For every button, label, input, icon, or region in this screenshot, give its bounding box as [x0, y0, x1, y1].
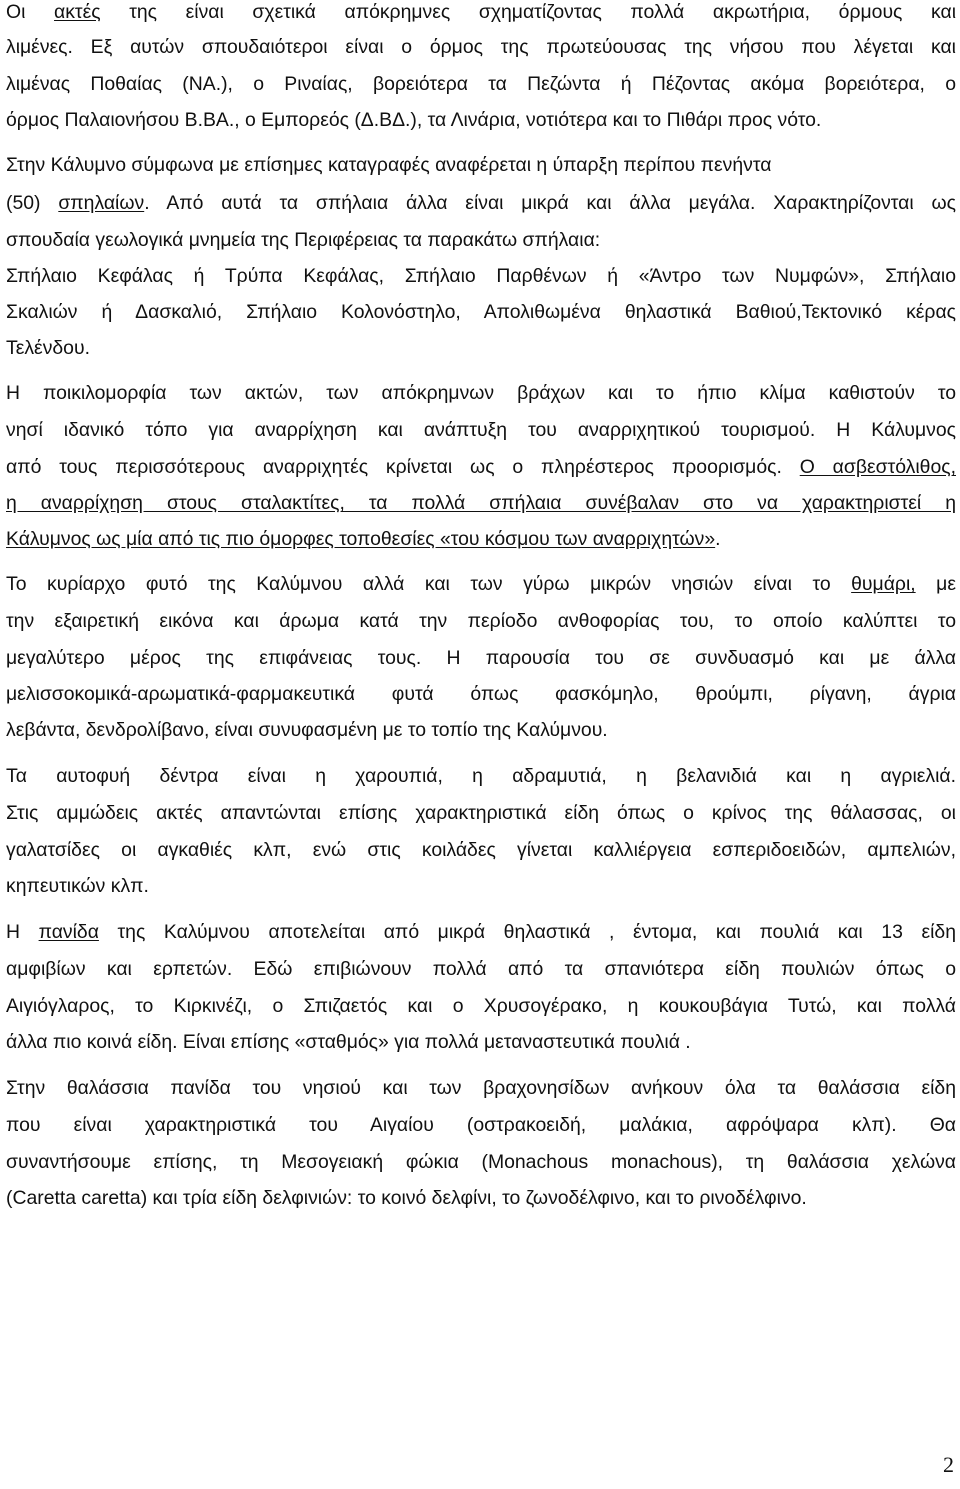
underlined-text: θυμάρι, — [851, 573, 916, 595]
text-segment: Το κυρίαρχο φυτό της Καλύμνου αλλά και των γύρω μικρών νησιών είναι το — [6, 573, 852, 595]
text-segment: νησί ιδανικό τόπο για αναρρίχηση και ανάπτυξη του αναρριχητικού τουρισμού. Η Κάλυμνος — [6, 419, 956, 441]
text-line — [6, 572, 956, 596]
text-line — [6, 646, 956, 670]
text-line — [6, 764, 956, 788]
text-line — [6, 153, 771, 177]
text-segment: Αιγιόγλαρος, το Κιρκινέζι, ο Σπιζαετός και ο Χρυσογέρακο, η κουκουβάγια Τυτώ, και πολλά — [6, 995, 956, 1017]
text-segment: μελισσοκομικά-αρωματικά-φαρμακευτικά φυτά όπως φασκόμηλο, θρούμπι, ρίγανη, άγρια — [6, 683, 956, 705]
text-line — [6, 0, 956, 24]
text-line — [6, 191, 956, 215]
text-line — [6, 455, 956, 479]
text-line — [6, 718, 608, 742]
text-segment: (50) — [6, 192, 59, 214]
text-line — [6, 264, 956, 288]
text-segment: σπουδαία γεωλογικά μνημεία της Περιφέρειας τα παρακάτω σπήλαια: — [6, 229, 601, 251]
underlined-text: πανίδα — [38, 921, 99, 943]
text-segment: μεγαλύτερο μέρος της επιφάνειας τους. Η παρουσία του σε συνδυασμό και με άλλα — [6, 647, 956, 669]
underlined-text: Κάλυμνος ως μία από τις πιο όμορφες τοποθεσίες «του κόσμου των αναρριχητών» — [6, 528, 716, 550]
text-segment: λεβάντα, δενδρολίβανο, είναι συνυφασμένη με το τοπίο της Καλύμνου. — [6, 719, 608, 741]
text-segment: λιμένες. Εξ αυτών σπουδαιότεροι είναι ο όρμος της πρωτεύουσας της νήσου που λέγεται και — [6, 36, 956, 58]
text-line — [6, 336, 90, 360]
text-line — [6, 228, 600, 252]
underlined-text: η αναρρίχηση στους σταλακτίτες, τα πολλά σπήλαια συνέβαλαν στο να χαρακτηριστεί η — [6, 492, 956, 514]
text-segment: κηπευτικών κλπ. — [6, 875, 149, 897]
text-line — [6, 1186, 807, 1210]
text-line — [6, 838, 956, 862]
text-segment: Η ποικιλομορφία των ακτών, των απόκρημνων βράχων και το ήπιο κλίμα καθιστούν το — [6, 382, 956, 404]
text-line — [6, 1113, 956, 1137]
text-line — [6, 300, 956, 324]
text-segment: της είναι σχετικά απόκρημνες σχηματίζοντας πολλά ακρωτήρια, όρμους και — [100, 1, 957, 23]
text-line — [6, 920, 956, 944]
text-line — [6, 1030, 691, 1054]
text-segment: από τους περισσότερους αναρριχητές κρίνεται ως ο πληρέστερος προορισμός. — [6, 456, 800, 478]
text-segment: Σκαλιών ή Δασκαλιό, Σπήλαιο Κολονόστηλο, Απολιθωμένα θηλαστικά Βαθιού,Τεκτονικό κέρας — [6, 301, 956, 323]
text-line — [6, 1076, 956, 1100]
text-segment: που είναι χαρακτηριστικά του Αιγαίου (οστρακοειδή, μαλάκια, αφρόψαρα κλπ). Θα — [6, 1114, 956, 1136]
underlined-text: ακτές — [54, 1, 101, 23]
text-line — [6, 1150, 956, 1174]
text-line — [6, 994, 956, 1018]
text-segment: της Καλύμνου αποτελείται από μικρά θηλαστικά , έντομα, και πουλιά και 13 είδη — [98, 921, 956, 943]
text-segment: άλλα πιο κοινά είδη. Είναι επίσης «σταθμός» για πολλά μεταναστευτικά πουλιά . — [6, 1031, 691, 1053]
text-segment: συναντήσουμε επίσης, τη Μεσογειακή φώκια (Monachous monachous), τη θαλάσσια χελώνα — [6, 1151, 956, 1173]
text-segment: Στην Κάλυμνο σύμφωνα με επίσημες καταγραφές αναφέρεται η ύπαρξη περίπου πενήντα — [6, 154, 772, 176]
text-line — [6, 874, 149, 898]
text-segment: . Από αυτά τα σπήλαια άλλα είναι μικρά και άλλα μεγάλα. Χαρακτηρίζονται ως — [144, 192, 957, 214]
text-line — [6, 609, 956, 633]
text-segment: λιμένας Ποθαίας (ΝΑ.), ο Ριναίας, βορειότερα τα Πεζώντα ή Πέζοντας ακόμα βορειότερα, ο — [6, 73, 956, 95]
text-line — [6, 72, 956, 96]
text-line — [6, 381, 956, 405]
text-segment: Η — [6, 921, 39, 943]
text-segment: την εξαιρετική εικόνα και άρωμα κατά την περίοδο ανθοφορίας του, το οποίο καλύπτει το — [6, 610, 956, 632]
text-segment: όρμος Παλαιονήσου Β.ΒΑ., ο Εμπορεός (Δ.ΒΔ.), τα Λινάρια, νοτιότερα και το Πιθάρι προς νότο. — [6, 109, 822, 131]
text-line — [6, 491, 956, 515]
text-segment: γαλατσίδες οι αγκαθιές κλπ, ενώ στις κοιλάδες γίνεται καλλιέργεια εσπεριδοειδών, αμπελιών, — [6, 839, 956, 861]
text-line — [6, 527, 721, 551]
text-segment: με — [915, 573, 956, 595]
text-segment: . — [715, 528, 721, 550]
text-segment: Σπήλαιο Κεφάλας ή Τρύπα Κεφάλας, Σπήλαιο Παρθένων ή «Άντρο των Νυμφών», Σπήλαιο — [6, 265, 956, 287]
text-segment: Στην θαλάσσια πανίδα του νησιού και των βραχονησίδων ανήκουν όλα τα θαλάσσια είδη — [6, 1077, 956, 1099]
underlined-text: σπηλαίων — [58, 192, 145, 214]
text-line — [6, 801, 956, 825]
text-line — [6, 35, 956, 59]
text-line — [6, 957, 956, 981]
text-segment: Τα αυτοφυή δέντρα είναι η χαρουπιά, η αδραμυτιά, η βελανιδιά και η αγριελιά. — [6, 765, 956, 787]
text-segment: Οι — [6, 1, 55, 23]
text-line — [6, 418, 956, 442]
text-segment: (Caretta caretta) και τρία είδη δελφινιών: το κοινό δελφίνι, το ζωνοδέλφινο, και το ρινοδέλφινο. — [6, 1187, 807, 1209]
text-line — [6, 108, 821, 132]
text-segment: Στις αμμώδεις ακτές απαντώνται επίσης χαρακτηριστικά είδη όπως ο κρίνος της θάλασσας, οι — [6, 802, 956, 824]
underlined-text: Ο ασβεστόλιθος, — [799, 456, 956, 478]
page-number: 2 — [943, 1452, 954, 1477]
text-segment: αμφιβίων και ερπετών. Εδώ επιβιώνουν πολλά από τα σπανιότερα είδη πουλιών όπως ο — [6, 958, 956, 980]
text-segment: Τελένδου. — [6, 337, 90, 359]
text-line — [6, 682, 956, 706]
